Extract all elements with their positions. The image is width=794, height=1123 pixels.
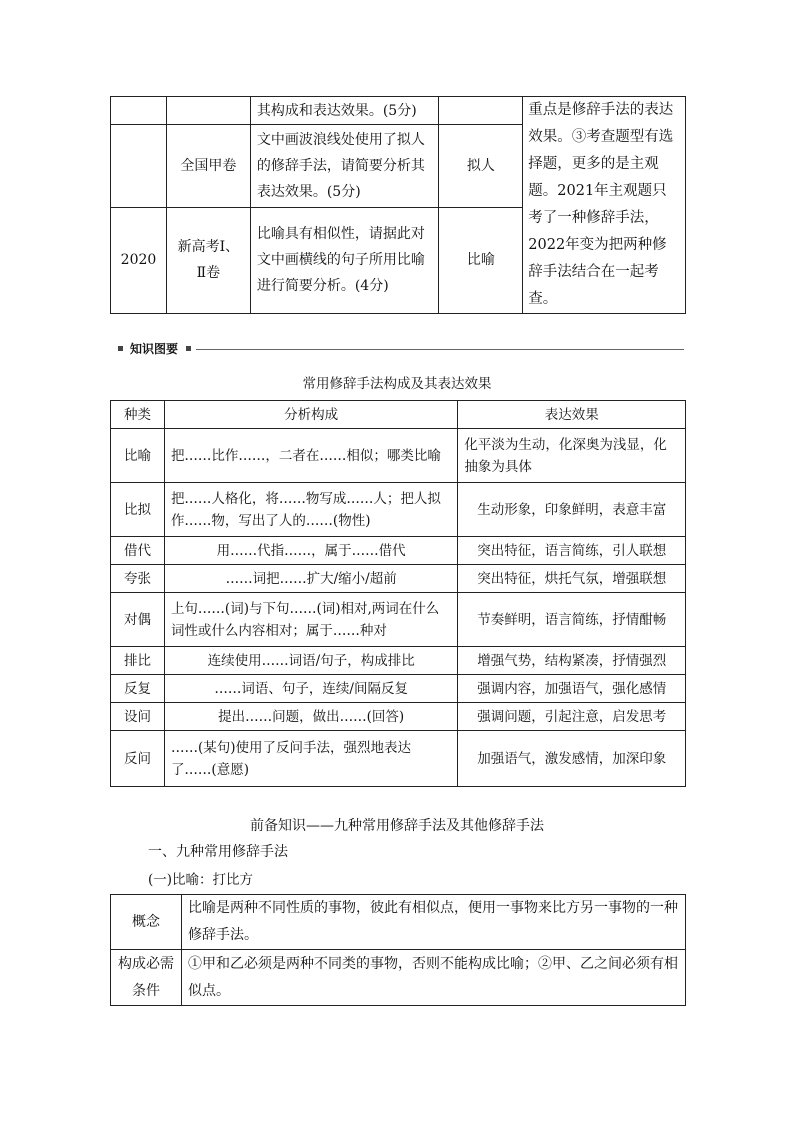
subsection-title: 一、九种常用修辞手法 bbox=[148, 844, 288, 860]
answer-cell: 比喻 bbox=[439, 207, 523, 314]
effect-cell: 强调内容，加强语气，强化感情 bbox=[458, 675, 686, 703]
structure-cell: ……(某句)使用了反问手法，强烈地表达了……(意愿) bbox=[164, 731, 457, 787]
table-row bbox=[111, 537, 686, 565]
subsection-heading: (一)比喻：打比方 bbox=[148, 872, 254, 888]
section-header-label: 知识图要 bbox=[130, 342, 179, 356]
question-cell: 文中画波浪线处使用了拟人的修辞手法，请简要分析其表达效果。(5分) bbox=[250, 125, 439, 207]
exam-table bbox=[110, 96, 686, 314]
structure-cell: 把……比作……，二者在……相似；哪类比喻 bbox=[164, 429, 457, 483]
year-cell: 2020 bbox=[111, 207, 167, 314]
column-header: 种类 bbox=[111, 401, 165, 429]
effect-cell: 强调问题，引起注意，启发思考 bbox=[458, 703, 686, 731]
effect-cell: 突出特征，烘托气氛，增强联想 bbox=[458, 565, 686, 593]
type-cell: 借代 bbox=[111, 537, 165, 565]
effect-cell: 生动形象，印象鲜明，表意丰富 bbox=[458, 483, 686, 537]
conditions-text: ①甲和乙必须是两种不同类的事物，否则不能构成比喻；②甲、乙之间必须有相似点。 bbox=[182, 950, 686, 1006]
square-bullet-icon bbox=[118, 346, 123, 351]
table-row bbox=[111, 565, 686, 593]
effect-cell: 加强语气，激发感情，加深印象 bbox=[458, 731, 686, 787]
answer-cell: 拟人 bbox=[439, 125, 523, 207]
table-row bbox=[111, 647, 686, 675]
table-row bbox=[111, 593, 686, 647]
type-cell: 设问 bbox=[111, 703, 165, 731]
paper-cell: 全国甲卷 bbox=[166, 125, 250, 207]
type-cell: 排比 bbox=[111, 647, 165, 675]
metaphor-table bbox=[110, 894, 686, 1006]
structure-cell: 上句……(词)与下句……(词)相对,两词在什么词性或什么内容相对；属于……种对 bbox=[164, 593, 457, 647]
type-cell: 对偶 bbox=[111, 593, 165, 647]
table-row bbox=[111, 675, 686, 703]
question-cell: 比喻具有相似性，请据此对文中画横线的句子所用比喻进行简要分析。(4分) bbox=[250, 207, 439, 314]
effect-cell: 节奏鲜明，语言简练，抒情酣畅 bbox=[458, 593, 686, 647]
table-caption: 常用修辞手法构成及其表达效果 bbox=[302, 376, 492, 392]
column-header: 表达效果 bbox=[458, 401, 686, 429]
type-cell: 夸张 bbox=[111, 565, 165, 593]
square-bullet-icon bbox=[186, 346, 191, 351]
effect-cell: 突出特征，语言简练，引人联想 bbox=[458, 537, 686, 565]
year-cell-blank bbox=[111, 97, 167, 125]
conditions-label: 构成必需条件 bbox=[111, 950, 182, 1006]
answer-cell bbox=[439, 97, 523, 125]
structure-cell: 连续使用……词语/句子，构成排比 bbox=[164, 647, 457, 675]
table-row bbox=[111, 483, 686, 537]
structure-cell: 用……代指……，属于……借代 bbox=[164, 537, 457, 565]
type-cell: 反问 bbox=[111, 731, 165, 787]
paper-cell: 新高考Ⅰ、Ⅱ卷 bbox=[166, 207, 250, 314]
section-header bbox=[118, 342, 684, 356]
structure-cell: 把……人格化，将……物写成……人；把人拟作……物，写出了人的……(物性) bbox=[164, 483, 457, 537]
effect-cell: 化平淡为生动，化深奥为浅显，化抽象为具体 bbox=[458, 429, 686, 483]
structure-cell: ……词语、句子，连续/间隔反复 bbox=[164, 675, 457, 703]
table-row bbox=[111, 731, 686, 787]
section-title: 前备知识——九种常用修辞手法及其他修辞手法 bbox=[250, 818, 544, 834]
concept-label: 概念 bbox=[111, 895, 182, 950]
table-row bbox=[111, 703, 686, 731]
question-cell: 其构成和表达效果。(5分) bbox=[250, 97, 439, 125]
effect-cell: 增强气势，结构紧凑，抒情强烈 bbox=[458, 647, 686, 675]
notes-cell: 重点是修辞手法的表达效果。③考查题型有选择题，更多的是主观题。2021年主观题只考了一种修辞手法，2022年变为把两种修辞手法结合在一起考查。 bbox=[523, 97, 686, 314]
divider bbox=[196, 349, 684, 350]
year-cell-blank bbox=[111, 125, 167, 207]
column-header: 分析构成 bbox=[164, 401, 457, 429]
paper-cell-blank bbox=[166, 97, 250, 125]
concept-text: 比喻是两种不同性质的事物，彼此有相似点，便用一事物来比方另一事物的一种修辞手法。 bbox=[182, 895, 686, 950]
rhetoric-table bbox=[110, 400, 686, 787]
type-cell: 比喻 bbox=[111, 429, 165, 483]
structure-cell: ……词把……扩大/缩小/超前 bbox=[164, 565, 457, 593]
type-cell: 反复 bbox=[111, 675, 165, 703]
structure-cell: 提出……问题，做出……(回答) bbox=[164, 703, 457, 731]
table-row bbox=[111, 429, 686, 483]
type-cell: 比拟 bbox=[111, 483, 165, 537]
